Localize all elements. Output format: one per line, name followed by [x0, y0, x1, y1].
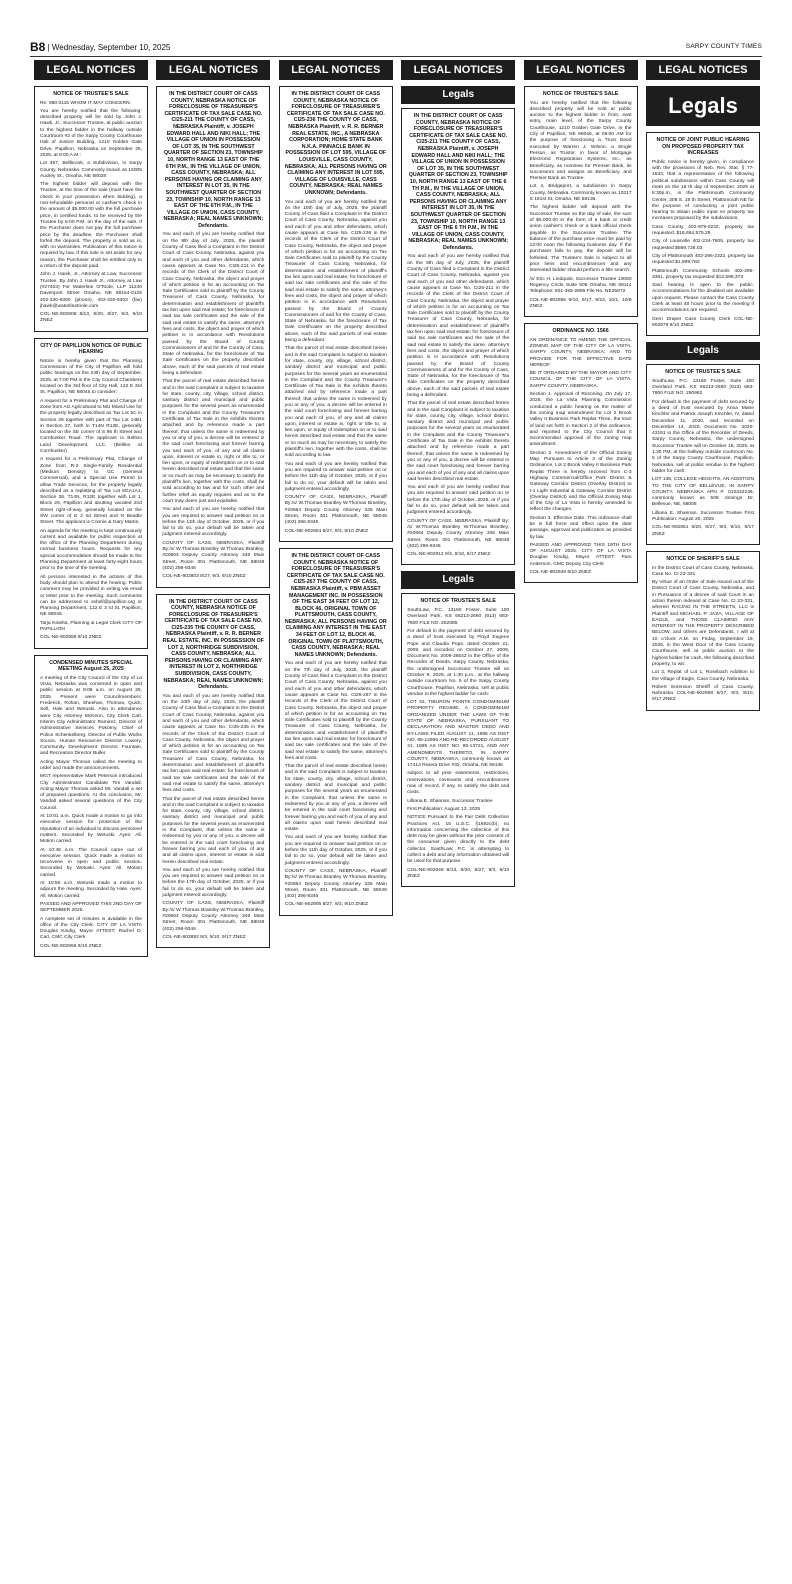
notice-paragraph: /s/ Eric H. Lindquist, Successor Trustee 10050 Regency Circle Suite 505 Omaha, NE 68114 Telephone: 601-355-2896 File No. NE25872: [529, 276, 632, 295]
legals-subheader: Legals: [646, 342, 760, 360]
notice-paragraph: PASSED AND APPROVED THIS 2ND DAY OF SEPTEMBER 2025.: [40, 901, 142, 914]
notice-paragraph: Robert Sorenson Sheriff of Cass County, Nebraska COL-NE-902958 8/27, 9/3, 9/10, 9/17 ZNEZ: [652, 684, 754, 703]
legal-notice: [524, 323, 638, 583]
notice-paragraph: You and each of you are hereby notified that you are required to answer said petition on or before the 11th day of October, 2025, or if you fail to do so, your default will be taken and judgment entered accordingly.: [284, 835, 387, 866]
notice-paragraph: That the parcel of real estate described herein and in the said Complaint is subject to taxation for state, county, city, village, school district, sanitary district and municipal and public purposes for the several years as enumerated in the Complaint and the County Treasurer's Certificate of Tax Sale in the exhibits thereto attached and by reference made a part thereof, that unless the same is redeemed by you or any of you, a decree will be entered in the said court foreclosing and forever barring you and each of you, of any and all claims upon, interest or estate in, right or title to, or lien upon, or equity of redemption on or to said herein described real estate and that the same or so much as may be necessary to satisfy the plaintiff's lien, together with the costs, shall be sold according to law and for such other and further relief as equity requires and as to the court may deem just and equitable.: [162, 379, 265, 504]
notice-paragraph: COL-NE-902892 9/3, 9/10, 9/17 ZNEZ: [162, 934, 246, 940]
page-header: B8 | Wednesday, September 10, 2025 SARPY COUNTY TIMES: [30, 40, 762, 54]
notice-paragraph: Tarja Kotelta, Planning & Legal Clerk CITY OF PAPILLION: [40, 620, 142, 633]
legal-notice: [279, 548, 393, 916]
notice-paragraph: An agenda for the meeting is kept continuously current and available for public inspection at the office of the Planning Department during normal business hours. Requests for any special accommodation should be made to the Planning Department at least forty-eight hours prior to the time of the meeting.: [40, 528, 142, 572]
notice-paragraph: COL-NE-902955 9/10, 9/17, 9/24, 10/1, 10/8 ZNEZ: [529, 297, 632, 309]
notice-paragraph: Acting Mayor Thomas called the meeting to order and made the announcements.: [40, 759, 142, 771]
notice-paragraph: LOT 138, COLLEGE HEIGHTS, AN ADDITION TO THE CITY OF BELLEVUE, IN SARPY COUNTY, NEBRASKA APN #: 010432246, commonly known as 508 Jinnings Dr, Bellevue, NE, 68005: [652, 477, 754, 508]
legal-notice: [34, 655, 148, 957]
notice-paragraph: Re: 880.0115 WHOM IT MAY CONCERN:: [40, 100, 131, 106]
notice-paragraph: The highest bidder will deposit with the Successor Trustee on the day of sale, the sum of $5,000.00 in the form of a bank or credit union cashier's check or a bank official check payable to the Successor Trustee. The balance of the purchase price must be paid by 12:00 noon the following business day. If the purchaser fails to pay, the deposit will be forfeited. The Trustee's Sale is subject to all prior liens and encumbrances and any interested bidder should perform a title search.: [529, 205, 632, 274]
legals-subheader: Legals: [401, 86, 515, 104]
notice-title: NOTICE OF TRUSTEE'S SALE: [53, 91, 129, 97]
notice-paragraph: You are hereby notified that the following described property will be sold at public auction to the highest bidder in front, east entry, main level, of the Sarpy County Courthouse, 1210 Golden Gate Drive, in the City of Papillion, NE 68046, at 09:00 AM for the purpose of foreclosing a Trust Deed executed by Warren J. Wilson, a Single Person, as Trustor, in favor of Mortgage Electronic Registration Systems, Inc., as Beneficiary, as nominee for Premier Bank, its successors and assigns as Beneficiary, and Premier Bank as Trustee.: [529, 100, 632, 182]
legal-notices-columns: [34, 60, 760, 1560]
legal-notice: [646, 364, 760, 545]
notice-body: [652, 160, 754, 329]
column-4: [401, 60, 515, 1560]
notice-body: [530, 101, 632, 311]
notice-body: [285, 200, 387, 535]
notice-paragraph: COUNTY OF CASS, NEBRASKA, Plaintiff By:/s/ W.Thomas Brantley W.Thomas Brantley, #20664 Deputy County Attorney 346 Main Street, Room 301 Plattsmouth, NE 68048 (402) 296-9346: [284, 868, 387, 900]
notice-title: CONDENSED MINUTES SPECIAL MEETING August 25, 2025: [49, 659, 133, 673]
legal-notice: [156, 594, 270, 949]
notice-title: NOTICE OF JOINT PUBLIC HEARING ON PROPOSED PROPERTY TAX INCREASES: [656, 137, 750, 157]
notice-paragraph: Gerri Draper Cass County Clerk COL-NE-902979 9/10 ZNEZ: [652, 316, 754, 328]
notice-paragraph: You and each of you are hereby notified that on the 8th day of July, 2025, the plaintiff County of Cass filed a Complaint in the District Court of Cass County, Nebraska, against you and each of you and other defendants, which cause appears at Case No. CI25-211 in the records of the Clerk of the District Court of Cass County, Nebraska, the object and prayer of which petition is for an accounting on Tax Sale Certificates sold to plaintiff by the County Treasurer of Cass County, Nebraska, for determination and establishment of plaintiff's tax lien upon said real estate; for foreclosure of said tax sale certificates and the sale of the said real estate to satisfy the same, attorney's fees and costs, the object and prayer of which petition is in accordance with Resolutions passed by the Board of County Commissioners of and for the County of Cass, State of Nebraska, for the foreclosure of Tax Sale Certificates on the property described above, each of the said parcels of real estate being a defendant.: [162, 232, 265, 376]
notice-paragraph: Lilliana E. Shannan, Successor Trustee First Publication: August 20, 2025: [652, 510, 754, 523]
section-header: LEGAL NOTICES: [34, 60, 148, 80]
paper-name: SARPY COUNTY TIMES: [685, 43, 762, 50]
notice-paragraph: Said hearing is open to the public. Accommodations for the disabled are available upon request. Please contact the Cass County Clerk at least 48 hours prior to the meeting if accommodations are required.: [652, 283, 754, 314]
notice-paragraph: By Virtue of an Order of Sale issued out of the District Court of Cass County, Nebraska, and in Pursuance of a decree of said Court in an action therein indexed at Case No. CI 23-331, wherein RACING IN THE STREETS, LLC is Plaintiff and MICHAEL P. JASA, VILLAGE OF EAGLE, and THOSE CLAIMING ANY INTEREST IN THE PROPERTY DESCRIBED BELOW, and others are Defendants, I will at 10 o'clock A.M. on Friday, September 19, 2025, in the West Door of the Cass County Courthouse, sell at public auction to the highest bidder for cash, the following described property, to wit:: [652, 580, 754, 667]
notice-body: [162, 232, 264, 580]
notice-paragraph: Public notice is hereby given, in compliance with the provisions of Neb. Rev. Stat. § 77-1633, that a representative of the following political subdivisions within Cass County will meet on the 18 th day of September, 2025 at 6:30p.m., in the Plattsmouth Community Center, 308 S. 18 th Street, Plattsmouth NE for the purpose of conducting a joint public hearing to obtain public input on property tax increases proposed by the subdivisions.: [652, 159, 754, 222]
notice-paragraph: That the parcel of real estate described herein and in the said Complaint is subject to taxation for state, county, city, village, school district, sanitary district and municipal and public purposes for the several years as enumerated in the Complaint, that unless the same is redeemed by you or any of you, a decree will be entered in the said court foreclosing and forever barring you and each of you, of any and all claims upon, interest or estate in said herein described real estate.: [162, 796, 265, 865]
column-3: [279, 60, 393, 1560]
notice-body: [40, 101, 142, 325]
notice-paragraph: City of Louisville 402-234-7605, property tax requested $589,726.03: [652, 239, 754, 251]
section-header: LEGAL NOTICES: [524, 60, 638, 80]
notice-body: [652, 379, 754, 538]
section-header: LEGAL NOTICES: [156, 60, 270, 80]
legal-notice: [34, 86, 148, 332]
notice-paragraph: A meeting of the City Council of the City of La Vista, Nebraska was convened in open and public session at 9:08 a.m. on August 25, 2025. Present were Councilmembers: Frederick, Rohan, Sheehan, Thomas, Quick, Sell, Hale and Wetuski. Also in attendance were City Attorney McKeon, City Clerk Carl, Interim City Administrator Ramirez, Director of Administrative Services Pokorny, Chief of Police Schenkelberg, Director of Public Works Soucie, Human Resources Director Lowery, Community Development Director Fountain, and Recreation Director Buller.: [40, 675, 142, 757]
notice-paragraph: BE IT ORDAINED BY THE MAYOR AND CITY COUNCIL OF THE CITY OF LA VISTA, SARPY COUNTY, NEBRASKA.: [529, 371, 632, 389]
notice-paragraph: At 10:01 a.m. Quick made a motion to go into executive session for protection of the reputation of an individual to discuss personnel matters. Seconded by Wetuski. Ayes: All. Motion carried.: [40, 814, 142, 845]
notice-title: IN THE DISTRICT COURT OF CASS COUNTY, NEBRASKA NOTICE OF FORECLOSURE OF TREASURER'S CERTIFICATE OF TAX SALE CASE NO. CI25-211 THE COUNTY OF CASS, NEBRASKA Plaintiff, v. JOSEPH EDWARD HALL AND NIKI HALL; THE VILLAGE OF UNION IN POSSESSION OF LOT 35, IN THE SOUTHWEST QUARTER OF SECTION 23, TOWNSHIP 10, NORTH RANGE 13 EAST OF THE 6TH P.M., IN THE VILLAGE OF UNION, CASS COUNTY, NEBRASKA; ALL PERSONS HAVING OR CLAIMING ANY INTEREST IN LOT 35, IN THE SOUTHWEST QUARTER OF SECTION 23, TOWNSHIP 10, NORTH RANGE 13 EAST OF THE 6TH P.M., IN THE VILLAGE OF UNION, CASS COUNTY, NEBRASKA; REAL NAMES UNKNOWN; Defendants.: [163, 91, 264, 229]
column-5: [524, 60, 638, 1560]
notice-paragraph: You and each of you are hereby notified that on the 7th day of July, 2025, the plaintiff County of Cass filed a Complaint in the District Court of Cass County, Nebraska, against you and each of you and other defendants, which cause appears at Case No. CI25-267 in the records of the Clerk of the District Court of Cass County, Nebraska, the object and prayer of which petition is for an accounting on Tax Sale Certificates sold to plaintiff by the County Treasurer of Cass County, Nebraska, for determination and establishment of plaintiff's tax lien upon said real estate; for foreclosure of said tax sale certificates and the sale of the said real estate to satisfy the same, attorney's fees and costs.: [284, 661, 387, 761]
notice-paragraph: At 10:50 a.m. Wetuski made a motion to adjourn the meeting. Seconded by Hale. Ayes: All. Motion carried.: [40, 881, 142, 899]
notice-paragraph: COL-NE-902956 9/10 ZNEZ: [40, 943, 102, 949]
column-1: [34, 60, 148, 1560]
legal-notice: [524, 86, 638, 317]
notice-paragraph: You and each of you are hereby notified that on the 10th day of July, 2025, the plaintiff County of Cass filed a Complaint in the District Court of Cass County, Nebraska, against you and each of you and other defendants, which cause appears at Case No. CI25-236 in the records of the Clerk of the District Court of Cass County, Nebraska, the object and prayer of which petition is for an accounting on Tax Sale Certificates sold to plaintiff by the County Treasurer of Cass County, Nebraska, for determination and establishment of plaintiff's tax lien upon said real estate; for foreclosure of said tax sale certificates and the sale of the said real estate to satisfy the same, attorney's fees and costs, the object and prayer of which petition is in accordance with Resolutions passed by the Board of County Commissioners of and for the County of Cass, State of Nebraska, for the foreclosure of Tax Sale Certificates on the property described above, each of the said parcels of real estate being a defendant.: [284, 199, 387, 344]
column-2: [156, 60, 270, 1560]
page-number: B8: [30, 40, 46, 54]
notice-paragraph: You and each of you are hereby notified that you are required to answer said petition on or before the 11th day of October, 2025, or if you fail to do so, your default will be taken and judgment entered accordingly.: [162, 507, 265, 538]
notice-paragraph: COL-NE-902928 9/10 ZNEZ: [529, 570, 592, 576]
legal-notice: [646, 132, 760, 336]
notice-paragraph: COL-NE-902958 9/10 ZNEZ: [40, 635, 102, 641]
notice-body: [40, 676, 142, 950]
notice-paragraph: That the parcel of real estate described herein and in the said Complaint is subject to taxation for state, county, city, village, school district, sanitary district and municipal and public purposes for the several years as enumerated in the Complaint and the County Treasurer's Certificate of Tax Sale in the exhibits thereto attached and by reference made a part thereof, that unless the same is redeemed by you or any of you, a decree will be entered in the said court foreclosing and forever barring you and each of you of any and all claims upon said herein described real estate.: [407, 401, 510, 482]
notice-paragraph: COUNTY OF CASS, NEBRASKA, Plaintiff By: /s/ W.Thomas Brantley W.Thomas Brantley, #20664 Deputy County Attorney 346 Main Street, Room 301 Plattsmouth, NE 68048 (402) 296-9346: [407, 518, 510, 549]
notice-paragraph: Lot 3, Replat of Lot 1, Rosebach Addition to the Village of Eagle, Cass County, Nebraska.: [652, 670, 754, 682]
notice-paragraph: City of Plattsmouth 402-296-2322, property tax requested $1,999,760: [652, 253, 754, 266]
notice-paragraph: You and each of you are hereby notified that on the 10th day of July, 2025, the plaintiff County of Cass filed a Complaint in the District Court of Cass County, Nebraska, against you and each of you and other defendants, which cause appears at Case No. CI25-235 in the records of the Clerk of the District Court of Cass County, Nebraska, the object and prayer of which petition is for an accounting on Tax Sale Certificates sold to plaintiff by the County Treasurer of Cass County, Nebraska, for determination and establishment of plaintiff's tax lien upon said real estate; for foreclosure of said tax sale certificates and the sale of the said real estate to satisfy the same, attorney's fees and costs.: [162, 693, 265, 794]
section-header: LEGAL NOTICES: [646, 60, 760, 80]
notice-paragraph: Lot 4, Bridgeport, a subdivision in Sarpy County, Nebraska. Commonly known as 10317 S 181st St, Omaha, NE 68136.: [529, 184, 632, 203]
notice-paragraph: The highest bidder will deposit with the Trustee, at the time of the sale (must have the check in your possession when bidding), a non-refundable personal or cashier's check in the amount of $5,000.00 with the full purchase price, in certified funds, to be received by the Trustee by 5:00 P.M. on the day of the sale. If the Purchaser does not pay the full purchase price by the deadline, the Purchaser shall forfeit the deposit. The property is sold as is, with no warranties. Publication of this notice is required by law. If this sale is set aside for any reason, the Purchaser shall be entitled only to a return of the deposit paid.: [40, 182, 142, 270]
notice-paragraph: That the parcel of real estate described herein and in the said Complaint is subject to taxation for state, county, city, village, school district, sanitary district and municipal and public purposes for the several years as enumerated in the Complaint, that unless the same is redeemed by you or any of you, a decree will be entered in the said court foreclosing and forever barring you and each of you of any and all claims upon said herein described real estate.: [284, 764, 387, 833]
notice-paragraph: Lilliana E. Shannan, Successor Trustee: [407, 798, 493, 804]
notice-paragraph: Section 2. Amendment of the Official Zoning Map. Pursuant to Article 3 of the Zoning Ordinance, Lot 2 Brook Valley II Business Park Replat Three is hereby rezoned from C-3 Highway Commercial/Office Park District & Gateway Corridor District (Overlay District) to I-1 Light Industrial & Gateway Corridor District (Overlay District) and the Official Zoning Map of the City of La Vista is hereby amended to reflect the changes.: [529, 450, 632, 513]
notice-paragraph: COL-NE-902805 8/27, 9/3, 9/10 ZNEZ: [284, 902, 368, 908]
notice-paragraph: Section 3. Effective Date. This ordinance shall be in full force and effect upon the date passage, approval and publication as provided by law.: [529, 515, 632, 540]
notice-title: NOTICE OF TRUSTEE'S SALE: [542, 91, 619, 97]
notice-body: [652, 566, 754, 704]
notice-body: [40, 359, 142, 642]
notice-paragraph: You and each of you are hereby notified that you are required to answer said petition on or before the 17th day of October, 2025, or if you fail to do so, your default will be taken and judgment entered accordingly.: [407, 485, 510, 516]
notice-paragraph: For default in the payment of debt secured by a deed of trust executed by Floyd Eugene Pope and Claudia Pope, dated October 21, 2009, and recorded on October 27, 2009, Document No. 2009-36542 in the Office of the Recorder of Deeds, Sarpy County, Nebraska, the undersigned Successor Trustee will on October 9, 2025, at 1:30 p.m., at the hallway outside courtroom No. 5 of the Sarpy County Courthouse, Papillion, Nebraska, sell at public vendue to the highest bidder for cash:: [407, 628, 510, 697]
notice-paragraph: Notice is hereby given that the Planning Commission of the City of Papillion will hold public hearings on the 24th day of September, 2025, at 7:00 PM in the City Council Chambers located on the 3rd floor of City Hall, 122 E 3rd St, Papillion, NE 68046 to consider:: [40, 358, 142, 396]
notice-paragraph: MGT representative Mark Peterson introduced City Administrator Candidate Tim Vandall. Acting Mayor Thomas asked Mr. Vandall a set of prepared questions. At the conclusion, Mr. Vandall asked several questions of the City Council.: [40, 774, 142, 811]
section-header: LEGAL NOTICES: [279, 60, 393, 80]
notice-paragraph: All persons interested in the actions of this body should plan to attend the hearing. Public comment may be provided in writing via email or letter prior to the meeting. Such comments can be addressed to sshell@papillion.org or Planning Department, 122 E 3 rd St, Papillion, NE 68046.: [40, 574, 142, 618]
notice-paragraph: SouthLaw, P.C. 13160 Foster, Suite 100 Overland Park, KS 66213-2660 (913) 663-7600 FILE NO. 252085: [407, 608, 510, 626]
notice-paragraph: In the District Court of Cass County, Nebraska. Case No. CI 23-331: [652, 565, 754, 577]
notice-paragraph: First Publication: August 13, 2025: [407, 806, 481, 812]
issue-date: Wednesday, September 10, 2025: [51, 43, 171, 52]
notice-paragraph: COL-NE-902912 9/3, 9/10, 9/17 ZNEZ: [407, 552, 491, 558]
notice-paragraph: COL-NE-902803 8/27, 9/3, 9/10 ZNEZ: [162, 574, 246, 580]
notice-paragraph: A request for a Preliminary Plat and Change of Zone from AG Agricultural to MU Mixed Use for the property legally described as Tax Lot 5C in Section 28 together with part of Tax Lot 14B1 in Section 27, both in T14N R12E, generally located on the SE corner of S 96 th Street and Cornhusker Road. The applicant is Bellino Land Development, LLC. (Bellino at Cornhusker): [40, 398, 142, 455]
section-header: LEGAL NOTICES: [401, 60, 515, 80]
notice-paragraph: Section 1. Approval of Rezoning. On July 17, 2025, the La Vista Planning Commission conducted a public hearing on the matter of the zoning map amendment for Lot 2 Brook Valley II Business Park Replat Three, the tract of land set forth in Section 2 of this ordinance, and reported to the City Council that it recommended approval of the zoning map amendment.: [529, 392, 632, 448]
notice-paragraph: You are hereby notified that the following-described property will be sold by John J. Hawk, Jr., Successor Trustee, at public auction to the highest bidder in the hallway outside Courtroom #2 of the Sarpy County Courthouse Hall of Justice Building, 1210 Golden Gate Drive, Papillion, Nebraska on September 25, 2025, at 9:00 A.M.:: [40, 108, 142, 158]
notice-body: [407, 608, 509, 880]
notice-paragraph: John J. Hawk, Jr., Attorney at Law, Successor Trustee, By John J. Hawk Jr., Attorney at Law (#27403) For Waterline O'Toole, LLP 11240 Davenport Street Omaha, NE 68154-0125 402-330-6300 (phone), 402-330-6303 (fax) jhawk@waterlinetoole.com: [40, 272, 142, 309]
notice-paragraph: PASSED AND APPROVED THIS 19TH DAY OF AUGUST 2025. CITY OF LA VISTA Douglas Kindig, Mayor ATTEST: Pam Anderson, CMC Deputy City Clerk: [529, 542, 632, 567]
notice-paragraph: Cass County 402-979-0232, property tax requested: $18,664,575.29: [652, 224, 754, 237]
legal-notice: [156, 86, 270, 588]
legals-banner: Legals: [646, 86, 760, 126]
notice-title: IN THE DISTRICT COURT OF CASS COUNTY, NEBRASKA NOTICE OF FORECLOSURE OF TREASURER'S CERTIFICATE OF TAX SALE CASE NO. CI25-236 THE COUNTY OF CASS, NEBRASKA Plaintiff, v. R. R. BERNER REAL ESTATE, INC., A NEBRASKA CORPORATION; HOME STATE BANK N.K.A. PINNACLE BANK IN POSSESSION OF LOT 595, VILLAGE OF LOUISVILLE, CASS COUNTY, NEBRASKA; ALL PERSONS HAVING OR CLAIMING ANY INTEREST IN LOT 595, VILLAGE OF LOUISVILLE, CASS COUNTY, NEBRASKA; REAL NAMES UNKNOWN; Defendants.: [284, 91, 387, 196]
notice-paragraph: COUNTY OF CASS, NEBRASKA, Plaintiff By:/s/ W.Thomas Brantley W.Thomas Brantley, #20664 Deputy County Attorney 346 Main Street, Room 301 Plattsmouth, NE 68048 (402) 296-9346: [162, 901, 265, 932]
notice-title: NOTICE OF TRUSTEE'S SALE: [665, 369, 741, 376]
notice-paragraph: SouthLaw, P.C. 13160 Foster, Suite 100 Overland Park, KS 66213-2660 (913) 663-7600 FILE NO. 250982: [652, 378, 754, 397]
notice-paragraph: LOT 32, TIBURON POINTE CONDOMINIUM PROPERTY REGIME, A CONDOMINIUM ORGANIZED UNDER THE LAWS OF THE STATE OF NEBRASKA, PURSUANT TO DECLARATION AND MASTER DEED AND BY-LAWS FILED AUGUST 11, 1995 AS INST NO. 95-12965 AND RE-RECORDED AUGUST 21, 1995 AS INST NO. 95-13721, AND ANY AMENDMENTS THERETO, IN SARPY COUNTY, NEBRASKA, commonly known as 17414 Riviera Drive #32, Omaha, NE 68136: [407, 700, 510, 769]
notice-paragraph: You and each of you are hereby notified that on the 8th day of July, 2025, the plaintiff County of Cass filed a Complaint in the District Court of Cass County, Nebraska, against you and each of you and other defendants, which cause appears at Case No. CI25-211 in the records of the Clerk of the District Court of Cass County, Nebraska, the object and prayer of which petition is for an accounting on Tax Sale Certificates sold to plaintiff by the County Treasurer of Cass County, Nebraska, for determination and establishment of plaintiff's tax lien upon said real estate; for foreclosure of said tax sale certificates and the sale of the said real estate to satisfy the same, attorney's fees and costs, the object and prayer of which petition is in accordance with Resolutions passed by the Board of County Commissioners of and for the County of Cass, State of Nebraska, for the foreclosure of Tax Sale Certificates on the property described above, each of the said parcels of real estate being a defendant.: [407, 254, 510, 398]
legal-notice: [279, 86, 393, 542]
legal-notice: [646, 551, 760, 711]
legals-subheader: Legals: [401, 571, 515, 589]
notice-paragraph: At 10:48 a.m. The Council came out of executive session. Quick made a motion to reconvene in open and public session. Seconded by Wetuski. Ayes: All. Motion carried.: [40, 847, 142, 878]
notice-paragraph: COL-NE-902804 8/27, 9/3, 9/10 ZNEZ: [284, 528, 368, 534]
header-divider: [30, 56, 762, 57]
notice-title: CITY OF PAPILLION NOTICE OF PUBLIC HEARING: [40, 342, 142, 356]
notice-paragraph: COUNTY OF CASS, NEBRASKA, Plaintiff By:/s/ W.Thomas Brantley W.Thomas Brantley, #20664 Deputy County Attorney 346 Main Street, Room 301 Plattsmouth, NE 68048 (402) 296-9346: [284, 495, 387, 526]
notice-title: ORDINANCE NO. 1566: [552, 328, 609, 335]
notice-paragraph: COUNTY OF CASS, NEBRASKA, Plaintiff By:/s/ W.Thomas Brantley W.Thomas Brantley, #20664 Deputy County Attorney 346 Main Street, Room 301 Plattsmouth, NE 68048 (402) 296-9346: [162, 540, 265, 571]
notice-paragraph: For default in the payment of debt secured by a deed of trust executed by Anna Marie Kinchler and Patrick Joseph Kinchler, IV, dated December 11, 2020, and recorded on December 14, 2020, Document No. 2020-43191 in the Office of the Recorder of Deeds, Sarpy County, Nebraska, the undersigned Successor Trustee will on October 16, 2025, at 1:30 PM, at the hallway outside courtroom No. 5 of the Sarpy County Courthouse, Papillion, Nebraska, sell at public vendue to the highest bidder for cash:: [652, 399, 754, 474]
notice-paragraph: You and each of you are hereby notified that you are required to answer said petition on or before the 11th day of October, 2025, or if you fail to do so, your default will be taken and judgment entered accordingly.: [284, 461, 387, 492]
notice-paragraph: Lot 457, Bellbrook, a Subdivision, in Sarpy County, Nebraska. Commonly known as 15005 Audrey St., Omaha, NE 68028: [40, 161, 142, 179]
notice-paragraph: COL-NE-902808 8/13, 8/20, 8/27, 9/3, 9/10 ZNEZ: [40, 312, 142, 324]
notice-body: [285, 661, 387, 908]
notice-title: IN THE DISTRICT COURT OF CASS COUNTY, NEBRASKA NOTICE OF FORECLOSURE OF TREASURER'S CERTIFICATE OF TAX SALE CASE NO. CI25-211 THE COUNTY OF CASS, NEBRASKA Plaintiff, v. JOSEPH EDWARD HALL AND NIKI HALL; THE VILLAGE OF UNION IN POSSESSION OF LOT 35, IN THE SOUTHWEST QUARTER OF SECTION 23, TOWNSHIP 10, NORTH RANGE 13 EAST OF THE 6 TH P.M., IN THE VILLAGE OF UNION, CASS COUNTY, NEBRASKA; ALL PERSONS HAVING OR CLAIMING ANY INTEREST IN LOT 35, IN THE SOUTHWEST QUARTER OF SECTION 23, TOWNSHIP 10, NORTH RANGE 13 EAST OF THE 6 TH P.M., IN THE VILLAGE OF UNION, CASS COUNTY, NEBRASKA; REAL NAMES UNKNOWN; Defendants.: [408, 113, 509, 251]
notice-title: NOTICE OF TRUSTEE'S SALE: [420, 598, 496, 605]
notice-paragraph: NOTICE Pursuant to the Fair Debt Collection Practices Act, 15 U.S.C. §1692c(b), no information concerning the collection of this debt may be given without the prior consent of the consumer given directly to the debt collector. SouthLaw, P.C. is attempting to collect a debt and any information obtained will be used for that purpose.: [407, 815, 510, 865]
notice-title: IN THE DISTRICT COURT OF CASS COUNTY, NEBRASKA NOTICE OF FORECLOSURE OF TREASURER'S CERTIFICATE OF TAX SALE CASE NO. CI25-235 THE COUNTY OF CASS, NEBRASKA Plaintiff, v. R. R. BERNER REAL ESTATE, INC. IN POSSESSION OF LOT 2, NORTHRIDGE SUBDIVISION, CASS COUNTY, NEBRASKA; ALL PERSONS HAVING OR CLAIMING ANY INTEREST IN LOT 2, NORTHRIDGE SUBDIVISION, CASS COUNTY, NEBRASKA; REAL NAMES UNKNOWN; Defendants.: [162, 598, 265, 691]
notice-paragraph: A request for a Preliminary Plat, Change of Zone from R-2 Single-Family Residential (Medium Density) to GC (General Commercial), and a Special Use Permit to allow Trade Services, for the property legally described as a replatting of Tax Lot 8GA1A1, Section 26, T14N, R12E together with Lot 1, Block 26, Papillion and abutting vacated 2nd Street right-of-way, generally located on the SW corner of E 2 nd Street and N Beadle Street. The applicant is Connie & Gary Martin.: [40, 457, 142, 526]
notice-title: IN THE DISTRICT COURT OF CASS COUNTY, NEBRASKA NOTICE OF FORECLOSURE OF TREASURER'S CERTIFICATE OF TAX SALE CASE NO. CI25-267 THE COUNTY OF CASS, NEBRASKA Plaintiff, v. PBM ASSET MANAGEMENT INC. IN POSSESSION OF THE EAST 34 FEET OF LOT 12, BLOCK 46, ORIGINAL TOWN OF PLATTSMOUTH, CASS COUNTY, NEBRASKA; ALL PERSONS HAVING OR CLAIMING ANY INTEREST IN THE EAST 34 FEET OF LOT 12, BLOCK 46, ORIGINAL TOWN OF PLATTSMOUTH, CASS COUNTY, NEBRASKA; REAL NAMES UNKNOWN; Defendants.: [284, 552, 387, 658]
notice-paragraph: A complete set of minutes is available in the office of the City Clerk. CITY OF LA VISTA Douglas Kindig, Mayor ATTEST: Rachel D. Carl, CMC City Clerk: [40, 916, 142, 941]
notice-paragraph: That the parcel of real estate described herein and in the said Complaint is subject to taxation for state, county, city, village, school district, sanitary district and municipal and public purposes for the several years as enumerated in the Complaint and the County Treasurer's Certificate of Tax Sale in the exhibits thereto attached and by reference made a part thereof, that unless the same is redeemed by you or any of you, a decree will be entered in the said court foreclosing and forever barring you and each of you, of any and all claims upon, interest or estate in, right or title to, or lien upon, or equity of redemption on or to said herein described real estate and that the same or so much as may be necessary to satisfy the plaintiff's lien, together with the costs, shall be sold according to law.: [284, 346, 387, 459]
legal-notice: [34, 338, 148, 649]
legal-notice: [401, 108, 515, 565]
notice-body: [407, 254, 509, 558]
notice-title: NOTICE OF SHERIFF'S SALE: [666, 555, 740, 562]
notice-paragraph: COL-NE-902646 8/13, 8/20, 8/27, 9/3, 9/10 ZNEZ: [407, 867, 510, 879]
legal-notice: [401, 593, 515, 887]
notice-paragraph: You and each of you are hereby notified that you are required to answer said petition on or before the 17th day of October, 2025, or if you fail to do so, your default will be taken and judgment entered accordingly.: [162, 867, 265, 899]
column-6: [646, 60, 760, 1560]
notice-paragraph: AN ORDINANCE TO AMEND THE OFFICIAL ZONING MAP OF THE CITY OF LA VISTA, SARPY COUNTY, NEBRASKA; AND TO PROVIDE FOR THE EFFECTIVE DATE HEREOF.: [529, 337, 632, 368]
notice-paragraph: Plattsmouth Community Schools 402-296-3361, property tax requested $12,596,373: [652, 268, 754, 280]
notice-paragraph: subject to all prior easements, restrictions, reservations, covenants and encumbrances now of record, if any, to satisfy the debt and costs.: [407, 771, 510, 796]
notice-body: [162, 694, 264, 941]
notice-body: [530, 338, 632, 577]
notice-paragraph: COL-NE-902851 8/20, 8/27, 9/3, 9/10, 9/17 ZNEZ: [652, 525, 754, 537]
